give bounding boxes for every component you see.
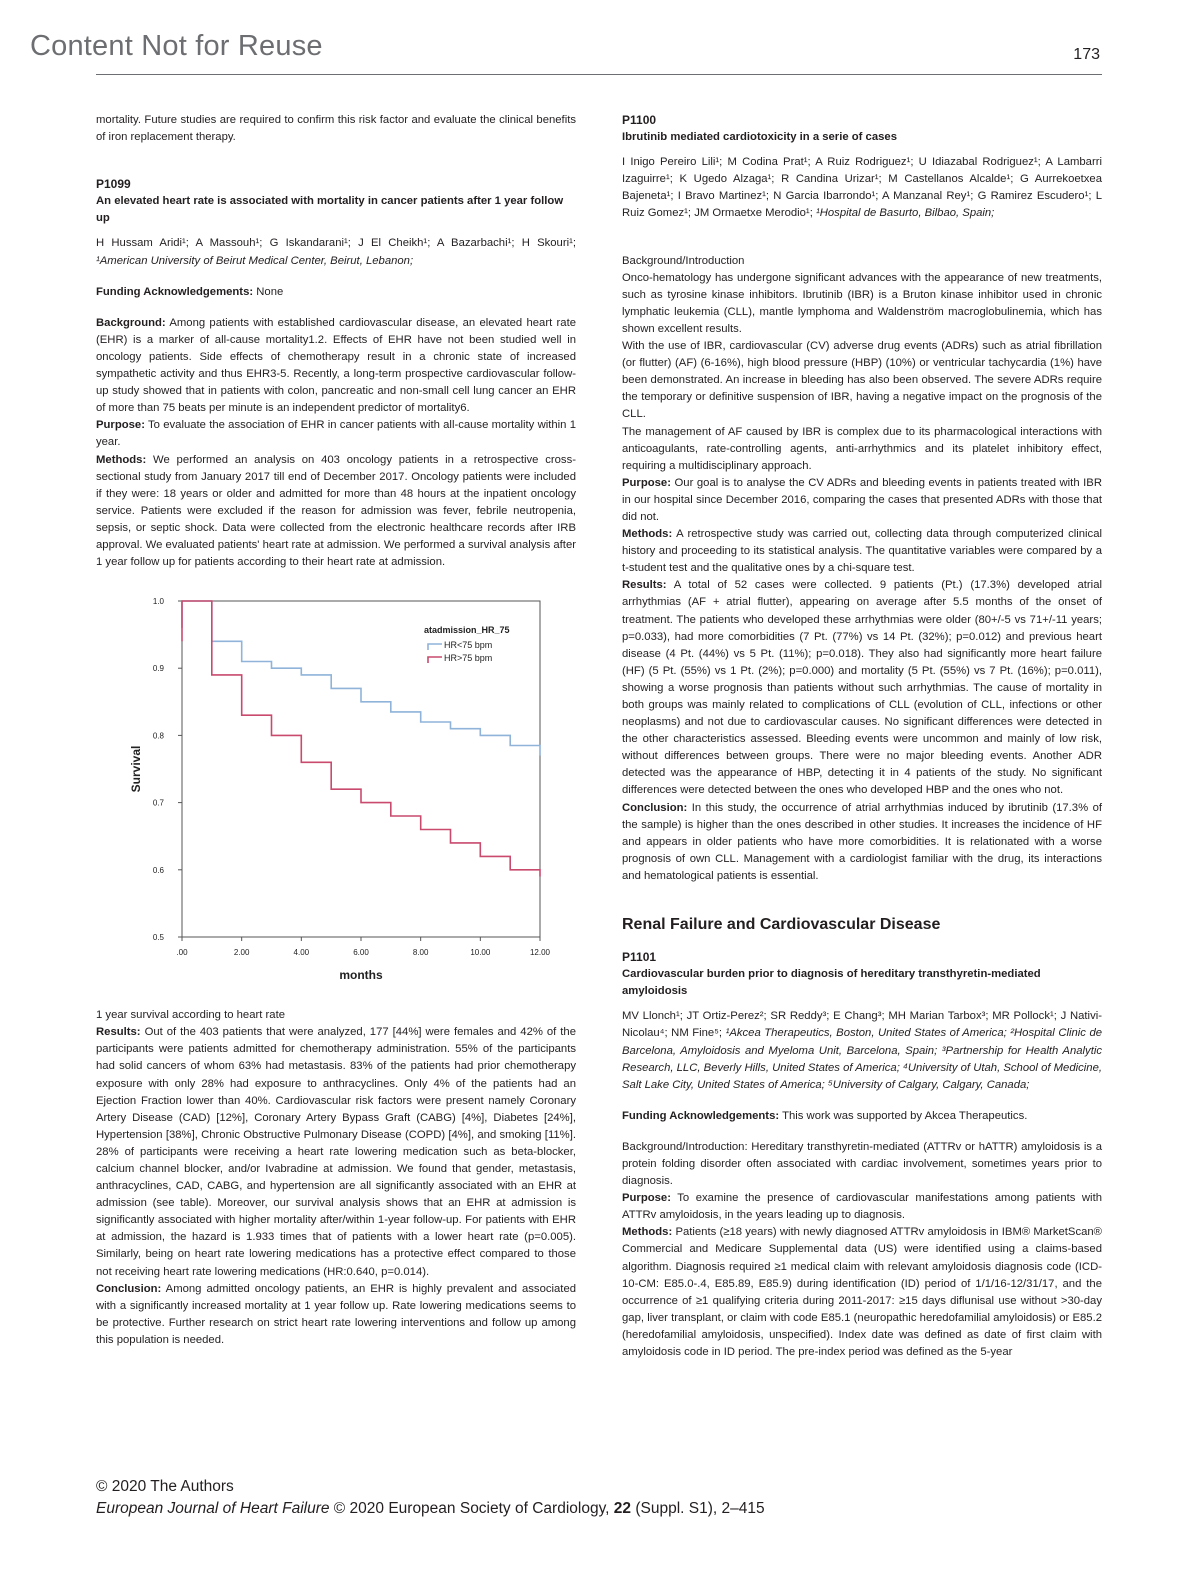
y-tick-label: 0.5	[152, 933, 164, 943]
funding	[96, 284, 576, 301]
methods-label: Methods:	[96, 453, 147, 466]
header-rule	[96, 74, 1102, 75]
purpose-label: Purpose:	[622, 476, 671, 489]
journal-volume: 22	[613, 1500, 632, 1517]
purpose-text: Our goal is to analyse the CV ADRs and bleeding events in patients treated with IBR in our hospital since December 2016, comparing the cases that presented ADRs with those that did not.	[622, 476, 1102, 523]
background-label: Background:	[96, 316, 166, 329]
conclusion-text: In this study, the occurrence of atrial arrhythmias induced by ibrutinib (17.3% of the sample) is higher than the ones described in other studies. It increases the incidence of HF and appears in older patients who have more comorbidities. It is relationated with a worse prognosis of own CLL. Management with a cardiologist familiar with the drug, its interactions and hematological patients is essential.	[622, 801, 1102, 882]
legend-swatch	[428, 644, 442, 650]
x-tick-label: 8.00	[412, 948, 429, 958]
conclusion-paragraph	[622, 800, 1102, 885]
conclusion-paragraph	[96, 1281, 576, 1349]
purpose-paragraph	[622, 1190, 1102, 1224]
legend-title: atadmission_HR_75	[424, 625, 510, 636]
y-tick-label: 0.8	[152, 731, 164, 741]
purpose-paragraph	[622, 475, 1102, 526]
funding	[622, 1108, 1102, 1125]
right-column	[622, 112, 1102, 1361]
funding-text: This work was supported by Akcea Therapeutics.	[782, 1109, 1028, 1122]
methods-text: Patients (≥18 years) with newly diagnosed ATTRv amyloidosis in IBM® MarketScan® Commercial and Medicare Supplemental data (US) were identified using a claims-based algorithm. Diagnosis required ≥1 medical claim with relevant amyloidosis diagnosis code (ICD-10-CM: E85.0-.4, E85.89, E85.9) during identification (ID) period of 1/1/16-12/31/17, and the occurrence of ≥1 qualifying criteria during 2011-2017: ≥15 days diflunisal use without >30-day gap, liver transplant, or claim with code E85.1 (neuropathic heredofamilial amyloidosis) or E85.2 (heredofamilial amyloidosis, unspecified). Index date was defined as date of first claim with amyloidosis code in ID period. The pre-index period was defined as the 5-year	[622, 1226, 1102, 1358]
background-text: Among patients with established cardiovascular disease, an elevated heart rate (EHR) is a marker of all-cause mortality1.2. Effects of EHR have not been studied well in oncology patients. Side effects of chemotherapy result in a chronic state of increased sympathetic activity and thus EHR3-5. Recently, a long-term prospective cardiovascular follow-up study showed that in patients with colon, pancreatic and non-small cell lung cancer an EHR of more than 75 beats per minute is an independent predictor of mortality6.	[96, 316, 576, 415]
background-paragraph-3: The management of AF caused by IBR is complex due to its pharmacological interactions with anticoagulants, rate-controlling agents, anti-arrhythmics and its platelet inhibitory effect, requiring a multidisciplinary approach.	[622, 425, 1102, 472]
x-axis-label: months	[339, 968, 383, 983]
methods-label: Methods:	[622, 1226, 673, 1239]
abstract-title: An elevated heart rate is associated with mortality in cancer patients after 1 year follow up	[96, 195, 564, 225]
author-list	[96, 235, 576, 269]
background-heading: Background/Introduction	[622, 254, 745, 267]
conclusion-label: Conclusion:	[96, 1282, 162, 1295]
purpose-text: To examine the presence of cardiovascular manifestations among patients with ATTRv amyloidosis, in the years leading up to diagnosis.	[622, 1192, 1102, 1222]
conclusion-label: Conclusion:	[622, 801, 688, 814]
section-heading: Renal Failure and Cardiovascular Disease	[622, 916, 941, 934]
results-label: Results:	[96, 1026, 141, 1039]
methods-paragraph	[96, 452, 576, 572]
results-paragraph	[622, 577, 1102, 799]
conclusion-text: Among admitted oncology patients, an EHR is highly prevalent and associated with a significantly increased mortality at 1 year follow up. Rate lowering medications seems to be protective. Further research on strict heart rate lowering interventions and follow up among this population is needed.	[96, 1282, 577, 1346]
y-tick-label: 0.9	[152, 664, 164, 674]
x-tick-label: 10.00	[470, 948, 491, 958]
journal-pages: (Suppl. S1), 2–415	[631, 1500, 765, 1517]
legend-entry: HR<75 bpm	[444, 640, 493, 651]
results-text: A total of 52 cases were collected. 9 patients (Pt.) (17.3%) developed atrial arrhythmias (AF + atrial flutter), appearing on average after 5.5 months of the onset of treatment. The patients who developed these arrhythmias were older (80+/-5 vs 71+/-11 years; p=0.033), had more comorbidities (7 Pt. (77%) vs 14 Pt. (32%); p=0.012) and previous heart disease (4 Pt. (44%) vs 5 Pt. (11%); p=0.018). They also had significantly more heart failure (HF) (5 Pt. (55%) vs 1 Pt. (2%); p=0.000) and mortality (5 Pt. (55%) vs 7 Pt. (16%); p=0.011), showing a worse prognosis than patients without such arrhythmias. The cause of mortality in both groups was mainly related to complications of CLL (evolution of CLL, infections or other neoplasms) and not due to cardiovascular causes. No significant differences were detected in the other characteristics assessed. Bleeding events were uncommon and mainly of low risk, without differences between groups. There were no major bleeding events. Another ADR detected was the appearance of HBP, detecting it in 4 patients of the study. No significant differences were detected between the ones who developed HBP and the ones who not.	[622, 579, 1102, 797]
journal-publisher: © 2020 European Society of Cardiology,	[329, 1500, 614, 1517]
journal-name: European Journal of Heart Failure	[96, 1500, 330, 1517]
methods-label: Methods:	[622, 528, 673, 541]
abstract-id: P1101	[622, 950, 657, 965]
methods-text: We performed an analysis on 403 oncology patients in a retrospective cross-sectional study from January 2017 till end of December 2017. Oncology patients were included if they were: 18 years or older and admitted for more than 48 hours at the inpatient oncology service. Patients were excluded if the reason for admission was fever, febrile neutropenia, sepsis, or septic shock. Data were collected from the electronic healthcare records after IRB approval. We evaluated patients' heart rate at admission. We performed a survival analysis after 1 year follow up for patients according to their heart rate at admission.	[96, 453, 576, 569]
watermark-header: Content Not for Reuse	[30, 30, 323, 62]
authors: I Inigo Pereiro Lili¹; M Codina Prat¹; A Ruiz Rodriguez¹; U Idiazabal Rodriguez¹; A Lambarri Izaguirre¹; K Ugedo Alzaga¹; R Candina Urizar¹; M Castellanos Alcalde¹; G Aurrekoetxea Bajeneta¹; I Bravo Martinez¹; N Garcia Ibarrondo¹; A Manzanal Rey¹; G Ramirez Escudero¹; L Ruiz Gomez¹; JM Ormaetxe Merodio¹;	[622, 156, 1102, 220]
x-tick-label: .00	[176, 948, 188, 958]
page-number: 173	[1073, 46, 1100, 63]
funding-label: Funding Acknowledgements:	[96, 285, 254, 298]
funding-label: Funding Acknowledgements:	[622, 1109, 780, 1122]
purpose-label: Purpose:	[622, 1192, 671, 1205]
abstract-id: P1100	[622, 113, 657, 127]
affiliation: ¹Hospital de Basurto, Bilbao, Spain;	[815, 207, 995, 220]
journal-citation	[96, 1498, 765, 1520]
survival-chart	[96, 593, 576, 993]
page-footer	[96, 1476, 765, 1520]
x-tick-label: 6.00	[353, 948, 369, 958]
author-list	[622, 154, 1102, 222]
methods-paragraph	[622, 526, 1102, 577]
background-paragraph	[96, 315, 576, 418]
results-text: Out of the 403 patients that were analyzed, 177 [44%] were females and 42% of the participants were patients admitted for chemotherapy administration. 55% of the participants had solid cancers of whom 63% had metastasis. 83% of the patients had prior chemotherapy exposure with only 28% had exposure to anthracyclines. Only 4% of the patients had an Ejection Fraction lower than 40%. Cardiovascular risk factors were present namely Coronary Artery Disease (CAD) [12%], Coronary Artery Bypass Graft (CABG) [4%], Diabetes [24%], Hypertension [38%], Chronic Obstructive Pulmonary Disease (COPD) [4%], and smoking [11%]. 28% of participants were receiving a heart rate lowering medication such as beta-blocker, calcium channel blocker, and/or Ivabradine at admission. We found that gender, metastasis, anthracyclines, CAD, CABG, and hypertension are all significantly associated with an EHR at admission (see table). Moreover, our survival analysis shows that an EHR at admission is significantly associated with higher mortality after/within 1-year follow-up. For patients with EHR at admission, the hazard is 1.933 times that of patients with a lower heart rate (p=0.005). Similarly, being on heart rate lowering medications has a protective effect compared to those not receiving heart rate lowering medications (HR:0.640, p=0.014).	[96, 1026, 576, 1278]
funding-text: None	[256, 285, 284, 298]
legend-swatch	[428, 657, 442, 663]
methods-paragraph	[622, 1224, 1102, 1361]
x-tick-label: 2.00	[233, 948, 250, 958]
abstract-id: P1099	[96, 177, 131, 192]
authors: MV Llonch¹; JT Ortiz-Perez²; SR Reddy³; E Chang³; MH Marian Tarbox³; MR Pollock¹; J Nativi-Nicolau⁴; NM Fine⁵;	[622, 1010, 1102, 1040]
affiliation: ¹Akcea Therapeutics, Boston, United States of America; ²Hospital Clinic de Barcelona, Amyloidosis and Myeloma Unit, Barcelona, Spain; ³Partnership for Health Analytic Research, LLC, Beverly Hills, United States of America; ⁴University of Utah, School of Medicine, Salt Lake City, United States of America; ⁵University of Calgary, Calgary, Canada;	[622, 1027, 1103, 1091]
authors: H Hussam Aridi¹; A Massouh¹; G Iskandarani¹; J El Cheikh¹; A Bazarbachi¹; H Skouri¹;	[96, 237, 576, 250]
background-paragraph-2: With the use of IBR, cardiovascular (CV) adverse drug events (ADRs) such as atrial fibrillation (or flutter) (AF) (6-16%), high blood pressure (HBP) (10%) or ventricular tachycardia (1%) have been demonstrated. An increase in bleeding has also been observed. The severe ADRs require the temporary or definitive suspension of IBR, having a negative impact on the prognosis of the CLL.	[622, 340, 1102, 421]
plot-frame	[182, 601, 540, 937]
abstract-title: Ibrutinib mediated cardiotoxicity in a serie of cases	[622, 131, 897, 144]
purpose-label: Purpose:	[96, 419, 145, 432]
abstract-title: Cardiovascular burden prior to diagnosis of hereditary transthyretin-mediated amyloidosis	[622, 968, 1041, 998]
x-tick-label: 12.00	[529, 948, 551, 958]
left-column	[96, 112, 576, 1349]
background-paragraph-1: Onco-hematology has undergone significant advances with the appearance of new treatments, such as tyrosine kinase inhibitors. Ibrutinib (IBR) is a Bruton kinase inhibitor used in chronic lymphatic leukemia (CLL), mantle lymphoma and Waldenström macroglobulinemia, which has shown excellent results.	[622, 271, 1102, 335]
results-paragraph	[96, 1024, 576, 1280]
copyright-line: © 2020 The Authors	[96, 1478, 234, 1495]
survival-chart-svg	[96, 593, 576, 993]
y-tick-label: 1.0	[152, 597, 164, 607]
purpose-paragraph	[96, 417, 576, 451]
author-list	[622, 1008, 1102, 1093]
figure-caption: 1 year survival according to heart rate	[96, 1009, 286, 1022]
purpose-text: To evaluate the association of EHR in cancer patients with all-cause mortality within 1 year.	[96, 419, 576, 449]
methods-text: A retrospective study was carried out, collecting data through computerized clinical history and proceeding to its statistical analysis. The quantitative variables were compared by a t-student test and the qualitative ones by a chi-square test.	[622, 528, 1103, 575]
y-axis-label: Survival	[129, 745, 143, 793]
y-tick-label: 0.7	[152, 798, 164, 808]
background-paragraph: Background/Introduction: Hereditary transthyretin-mediated (ATTRv or hATTR) amyloidosis is a protein folding disorder often associated with cardiac involvement, sometimes years prior to diagnosis.	[622, 1140, 1102, 1188]
y-tick-label: 0.6	[152, 865, 164, 875]
legend-entry: HR>75 bpm	[444, 653, 493, 664]
affiliation: ¹American University of Beirut Medical Center, Beirut, Lebanon;	[96, 254, 414, 267]
x-tick-label: 4.00	[293, 948, 310, 958]
results-label: Results:	[622, 579, 667, 592]
intro-text: mortality. Future studies are required to confirm this risk factor and evaluate the clinical benefits of iron replacement therapy.	[96, 114, 576, 144]
